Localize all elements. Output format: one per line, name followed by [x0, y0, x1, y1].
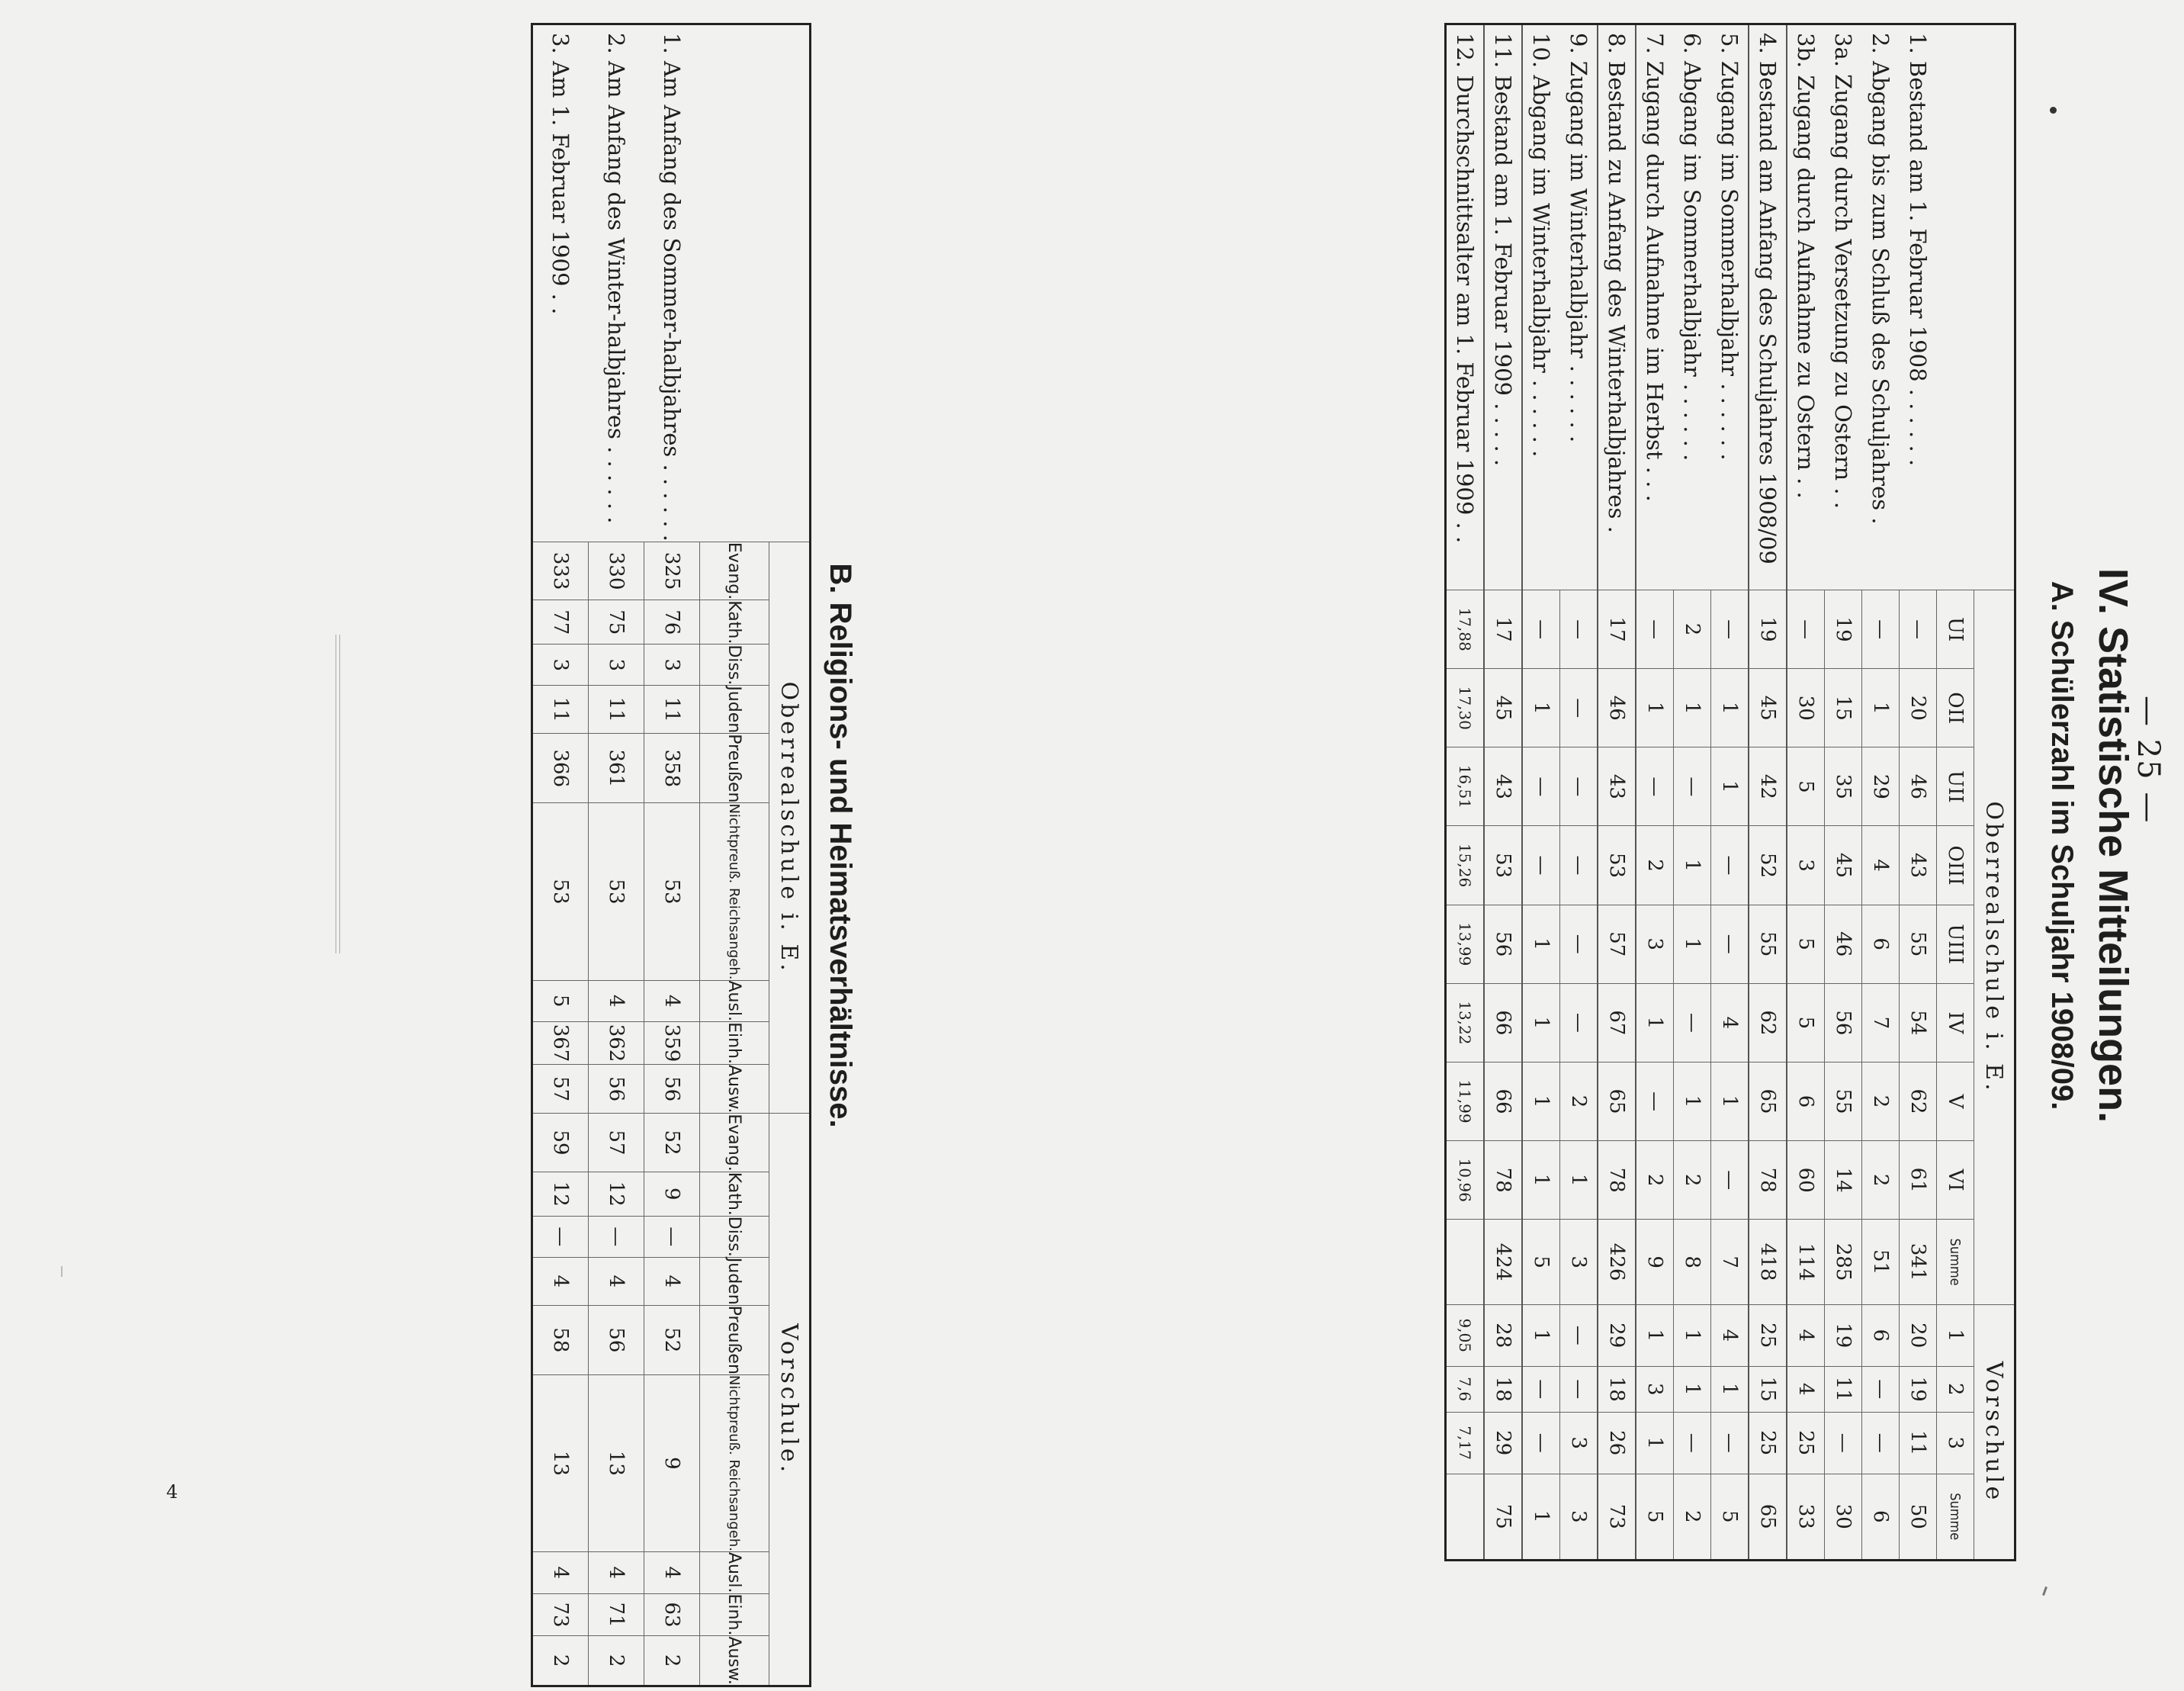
table-cell: 5 — [1711, 1474, 1749, 1561]
table-cell: — — [1560, 983, 1598, 1062]
column-header: VI — [1937, 1141, 1974, 1220]
table-cell: 56 — [589, 1305, 644, 1374]
table-cell: 1 — [1522, 1474, 1560, 1561]
table-cell: — — [644, 1216, 700, 1257]
table-cell: 17,30 — [1446, 669, 1485, 747]
column-header: V — [1937, 1062, 1974, 1140]
table-cell: — — [1862, 590, 1900, 669]
table-cell: 13 — [589, 1374, 644, 1551]
column-header: Kath. — [700, 600, 769, 645]
table-cell: 2 — [1560, 1062, 1598, 1140]
table-cell: 366 — [532, 734, 589, 803]
table-row — [1522, 24, 1560, 1561]
row-label: 3. Am 1. Februar 1909 . . — [532, 24, 589, 542]
table-cell: — — [1711, 905, 1749, 983]
table-cell: 6 — [1862, 905, 1900, 983]
table-religion-heimat — [531, 23, 811, 1687]
table-cell: 4 — [589, 1257, 644, 1305]
table-row — [1900, 24, 1937, 1561]
column-header: Einh. — [700, 1022, 769, 1065]
table-cell: 15 — [1825, 669, 1862, 747]
table-cell: 3 — [1636, 905, 1674, 983]
table-corner — [700, 24, 811, 542]
table-cell: 20 — [1900, 669, 1937, 747]
table-cell: 3 — [1787, 826, 1825, 905]
table-cell: 5 — [1787, 983, 1825, 1062]
table-cell: 55 — [1825, 1062, 1862, 1140]
table-cell: 13,22 — [1446, 983, 1485, 1062]
table-cell: 17 — [1484, 590, 1522, 669]
table-cell: 367 — [532, 1022, 589, 1065]
table-cell: 3 — [644, 645, 700, 686]
table-cell: 1 — [1711, 1062, 1749, 1140]
column-header: Nichtpreuß. Reichsangeh. — [700, 1374, 769, 1551]
table-cell: 61 — [1900, 1141, 1937, 1220]
table-cell: 2 — [1636, 826, 1674, 905]
table-cell: 35 — [1825, 747, 1862, 826]
table-cell: 6 — [1787, 1062, 1825, 1140]
column-header: Kath. — [700, 1172, 769, 1216]
table-corner — [1937, 24, 2015, 590]
table-cell: 19 — [1825, 1304, 1862, 1366]
section-a-title: A. Schülerzahl im Schuljahr 1908/09. — [2045, 580, 2079, 1111]
column-header: Nichtpreuß. Reichsangeh. — [700, 803, 769, 980]
table-cell: — — [1825, 1412, 1862, 1474]
table-cell: 2 — [1674, 590, 1711, 669]
table-cell: 52 — [644, 1305, 700, 1374]
table-cell: 1 — [1522, 1062, 1560, 1140]
table-cell: 3 — [589, 645, 644, 686]
table-cell: 2 — [1636, 1141, 1674, 1220]
table-cell: 53 — [1484, 826, 1522, 905]
table-cell: 11 — [644, 686, 700, 734]
table-row — [1862, 24, 1900, 1561]
table-cell: 18 — [1598, 1366, 1636, 1412]
page-heading: IV. Statistische Mitteilungen. — [2090, 567, 2136, 1124]
table-cell: 5 — [1522, 1220, 1560, 1305]
table-cell: — — [1787, 590, 1825, 669]
table-cell: 42 — [1749, 747, 1787, 826]
table-cell: — — [1560, 590, 1598, 669]
table-cell: 11 — [1825, 1366, 1862, 1412]
column-header: Juden — [700, 686, 769, 734]
table-cell: 45 — [1484, 669, 1522, 747]
table-row — [589, 24, 644, 1686]
table-cell: 62 — [1900, 1062, 1937, 1140]
table-cell: 1 — [1636, 1304, 1674, 1366]
table-cell: — — [1522, 826, 1560, 905]
table-cell: 75 — [1484, 1474, 1522, 1561]
table-cell: 418 — [1749, 1220, 1787, 1305]
table-cell: 1 — [1522, 983, 1560, 1062]
column-header: 1 — [1937, 1304, 1974, 1366]
row-label: 12. Durchschnittsalter am 1. Februar 1909 . . — [1446, 24, 1485, 590]
table-cell: 285 — [1825, 1220, 1862, 1305]
table-row — [1787, 24, 1825, 1561]
table-cell: 45 — [1825, 826, 1862, 905]
table-cell: 13 — [532, 1374, 589, 1551]
table-cell: — — [1711, 1412, 1749, 1474]
table-cell: 2 — [1674, 1141, 1711, 1220]
row-label: 9. Zugang im Winterhalbjahr . . . . . . — [1560, 24, 1598, 590]
table-cell: 46 — [1900, 747, 1937, 826]
table-cell: 7,17 — [1446, 1412, 1485, 1474]
table-cell: — — [1560, 826, 1598, 905]
table-cell: 4 — [532, 1551, 589, 1593]
table-cell: 3 — [1636, 1366, 1674, 1412]
table-cell: 26 — [1598, 1412, 1636, 1474]
table-cell: 78 — [1484, 1141, 1522, 1220]
table-cell: 45 — [1749, 669, 1787, 747]
table-cell: 12 — [589, 1172, 644, 1216]
table-cell: — — [1560, 669, 1598, 747]
row-label: 10. Abgang im Winterhalbjahr . . . . . . — [1522, 24, 1560, 590]
column-header: Preußen — [700, 1305, 769, 1374]
table-cell: — — [1862, 1366, 1900, 1412]
table-cell: 3 — [532, 645, 589, 686]
table-cell: 53 — [532, 803, 589, 980]
table-cell: 59 — [532, 1114, 589, 1172]
table-cell: 56 — [1484, 905, 1522, 983]
table-cell: 7 — [1862, 983, 1900, 1062]
table-cell: 4 — [589, 1551, 644, 1593]
table-row — [1749, 24, 1787, 1561]
table-cell: 1 — [1711, 1366, 1749, 1412]
table-cell: — — [1560, 1304, 1598, 1366]
table-cell: 4 — [589, 980, 644, 1022]
table-cell: 9 — [644, 1374, 700, 1551]
table-cell: 65 — [1749, 1474, 1787, 1561]
table-cell: 2 — [1862, 1141, 1900, 1220]
table-cell: 25 — [1749, 1304, 1787, 1366]
column-header: Ausl. — [700, 1551, 769, 1593]
table-cell: 11,99 — [1446, 1062, 1485, 1140]
table-cell: 5 — [1787, 905, 1825, 983]
table-cell: 13,99 — [1446, 905, 1485, 983]
table-cell: 52 — [644, 1114, 700, 1172]
table-cell: 65 — [1749, 1062, 1787, 1140]
table-cell: 9 — [644, 1172, 700, 1216]
table-cell: — — [1560, 1366, 1598, 1412]
table-cell: — — [589, 1216, 644, 1257]
table-cell: 75 — [589, 600, 644, 645]
table-cell: 30 — [1825, 1474, 1862, 1561]
row-label: 8. Bestand zu Anfang des Winterhalbjahres . — [1598, 24, 1636, 590]
table-cell: 9 — [1636, 1220, 1674, 1305]
column-header: UIII — [1937, 905, 1974, 983]
table-cell: 29 — [1484, 1412, 1522, 1474]
table-cell: 55 — [1749, 905, 1787, 983]
table-row — [1711, 24, 1749, 1561]
row-label: 2. Am Anfang des Winter-halbjahres . . . . . . — [589, 24, 644, 542]
table-cell: 4 — [1787, 1366, 1825, 1412]
table-cell: 2 — [1674, 1474, 1711, 1561]
table-row — [1446, 24, 1485, 1561]
table-cell: 114 — [1787, 1220, 1825, 1305]
table-cell: 77 — [532, 600, 589, 645]
table-cell: 1 — [1560, 1141, 1598, 1220]
table-cell: — — [1711, 826, 1749, 905]
table-cell: 66 — [1484, 983, 1522, 1062]
table-cell: — — [1636, 590, 1674, 669]
table-cell: 5 — [1787, 747, 1825, 826]
column-header: Ausw. — [700, 1064, 769, 1113]
column-header: Juden — [700, 1257, 769, 1305]
column-header: UII — [1937, 747, 1974, 826]
table-cell: 4 — [644, 980, 700, 1022]
table-cell: 53 — [644, 803, 700, 980]
table-cell: 15,26 — [1446, 826, 1485, 905]
row-label: 2. Abgang bis zum Schluß des Schuljahres . — [1862, 24, 1900, 590]
table-cell: 4 — [1787, 1304, 1825, 1366]
table-row — [1825, 24, 1862, 1561]
table-cell: 30 — [1787, 669, 1825, 747]
table-cell: 56 — [589, 1064, 644, 1113]
table-cell: — — [1862, 1412, 1900, 1474]
table-cell: 3 — [1560, 1474, 1598, 1561]
table-cell: 19 — [1900, 1366, 1937, 1412]
table-cell: 2 — [589, 1636, 644, 1686]
table-cell: 359 — [644, 1022, 700, 1065]
table-cell: 361 — [589, 734, 644, 803]
table-cell: 78 — [1598, 1141, 1636, 1220]
table-cell: 1 — [1636, 1412, 1674, 1474]
table-cell: 4 — [1711, 983, 1749, 1062]
group-vorschule: Vorschule — [1974, 1304, 2015, 1560]
table-cell: — — [1522, 1412, 1560, 1474]
table-cell: 4 — [1711, 1304, 1749, 1366]
table-cell: 58 — [532, 1305, 589, 1374]
column-header: 3 — [1937, 1412, 1974, 1474]
table-cell: 57 — [589, 1114, 644, 1172]
table-cell: 43 — [1900, 826, 1937, 905]
table-cell: 1 — [1674, 905, 1711, 983]
row-label: 1. Am Anfang des Sommer-halbjahres . . . . . . — [644, 24, 700, 542]
table-cell: 7 — [1711, 1220, 1749, 1305]
table-cell: 4 — [532, 1257, 589, 1305]
table-cell: 78 — [1749, 1141, 1787, 1220]
table-cell: 17,88 — [1446, 590, 1485, 669]
table-row — [1560, 24, 1598, 1561]
table-cell: 426 — [1598, 1220, 1636, 1305]
column-header: OIII — [1937, 826, 1974, 905]
group-oberrealschule: Oberrealschule i. E. — [1974, 590, 2015, 1305]
table-cell: 5 — [1636, 1474, 1674, 1561]
table-cell: — — [1674, 1412, 1711, 1474]
row-label: 5. Zugang im Sommerhalbjahr . . . . . . — [1711, 24, 1749, 590]
table-row — [1636, 24, 1674, 1561]
table-cell: 1 — [1674, 1062, 1711, 1140]
table-cell: 17 — [1598, 590, 1636, 669]
column-header: IV — [1937, 983, 1974, 1062]
row-label: 4. Bestand am Anfang des Schuljahres 1908/09 — [1749, 24, 1787, 590]
table-cell: 18 — [1484, 1366, 1522, 1412]
table-cell: 53 — [589, 803, 644, 980]
table-cell: 63 — [644, 1593, 700, 1636]
table-cell: 424 — [1484, 1220, 1522, 1305]
table-cell: 3 — [1560, 1220, 1598, 1305]
table-cell: 1 — [1522, 905, 1560, 983]
table-cell: — — [1674, 747, 1711, 826]
table-cell: 51 — [1862, 1220, 1900, 1305]
table-cell: 50 — [1900, 1474, 1937, 1561]
table-cell: 14 — [1825, 1141, 1862, 1220]
column-header: Ausw. — [700, 1636, 769, 1686]
row-label: 1. Bestand am 1. Februar 1908 . . . . . . — [1900, 24, 1937, 590]
column-header: Evang. — [700, 542, 769, 600]
table-cell: 25 — [1749, 1412, 1787, 1474]
table-cell: 1 — [1711, 669, 1749, 747]
column-header: Einh. — [700, 1593, 769, 1636]
table-cell: 43 — [1484, 747, 1522, 826]
table-cell: 325 — [644, 542, 700, 600]
table-cell: — — [532, 1216, 589, 1257]
row-label: 6. Abgang im Sommerhalbjahr . . . . . . — [1674, 24, 1711, 590]
table-cell: 12 — [532, 1172, 589, 1216]
table-cell: 2 — [1862, 1062, 1900, 1140]
table-cell: 330 — [589, 542, 644, 600]
group-vorschule: Vorschule. — [769, 1114, 811, 1686]
table-cell: 56 — [1825, 983, 1862, 1062]
section-b-title: B. Religions- und Heimatsverhältnisse. — [824, 563, 857, 1128]
table-cell: — — [1636, 747, 1674, 826]
table-cell: — — [1900, 590, 1937, 669]
table-cell: 1 — [1636, 669, 1674, 747]
table-cell: — — [1711, 1141, 1749, 1220]
page-number: — 25 — — [2131, 696, 2166, 825]
table-cell: 1 — [1862, 669, 1900, 747]
column-header: Summe — [1937, 1220, 1974, 1305]
table-cell: 1 — [1711, 747, 1749, 826]
table-schuelerzahl — [1444, 23, 2016, 1561]
table-row — [532, 24, 589, 1686]
table-cell: 57 — [1598, 905, 1636, 983]
table-cell: 28 — [1484, 1304, 1522, 1366]
table-cell: 4 — [644, 1551, 700, 1593]
table-cell: 362 — [589, 1022, 644, 1065]
table-cell: 1 — [1674, 669, 1711, 747]
table-cell: 4 — [644, 1257, 700, 1305]
row-label: 3a. Zugang durch Versetzung zu Ostern . . — [1825, 24, 1862, 590]
column-header: OII — [1937, 669, 1974, 747]
table-cell: 11 — [532, 686, 589, 734]
table-cell: 46 — [1825, 905, 1862, 983]
table-cell: — — [1522, 590, 1560, 669]
table-cell: 4 — [1862, 826, 1900, 905]
column-header: Preußen — [700, 734, 769, 803]
table-cell: 6 — [1862, 1304, 1900, 1366]
column-header: Summe — [1937, 1474, 1974, 1561]
table-cell: 11 — [589, 686, 644, 734]
table-cell: 2 — [532, 1636, 589, 1686]
table-cell: — — [1560, 905, 1598, 983]
table-cell: — — [1711, 590, 1749, 669]
table-cell: 1 — [1674, 1304, 1711, 1366]
table-cell: 1 — [1674, 1366, 1711, 1412]
table-cell: 1 — [1636, 983, 1674, 1062]
table-cell: — — [1522, 747, 1560, 826]
table-cell: 10,96 — [1446, 1141, 1485, 1220]
table-cell: 3 — [1560, 1412, 1598, 1474]
row-label: 7. Zugang durch Aufnahme im Herbst . . . — [1636, 24, 1674, 590]
table-cell — [1446, 1220, 1485, 1305]
table-cell: 73 — [532, 1593, 589, 1636]
table-cell: 71 — [589, 1593, 644, 1636]
table-cell: 1 — [1522, 1304, 1560, 1366]
group-oberrealschule: Oberrealschule i. E. — [769, 542, 811, 1113]
table-cell: 54 — [1900, 983, 1937, 1062]
table-cell: 16,51 — [1446, 747, 1485, 826]
column-header: UI — [1937, 590, 1974, 669]
table-row — [1598, 24, 1636, 1561]
table-cell: — — [1674, 983, 1711, 1062]
table-cell: 52 — [1749, 826, 1787, 905]
table-cell: 1 — [1674, 826, 1711, 905]
table-cell: 358 — [644, 734, 700, 803]
column-header: Diss. — [700, 1216, 769, 1257]
table-cell: 333 — [532, 542, 589, 600]
table-cell: 6 — [1862, 1474, 1900, 1561]
column-header: Diss. — [700, 645, 769, 686]
table-cell: 56 — [644, 1064, 700, 1113]
column-header: Ausl. — [700, 980, 769, 1022]
table-cell: 76 — [644, 600, 700, 645]
table-cell: 9,05 — [1446, 1304, 1485, 1366]
table-cell: 1 — [1522, 1141, 1560, 1220]
table-cell: 53 — [1598, 826, 1636, 905]
row-label: 11. Bestand am 1. Februar 1909 . . . . . — [1484, 24, 1522, 590]
table-cell: 29 — [1598, 1304, 1636, 1366]
table-cell: 341 — [1900, 1220, 1937, 1305]
table-cell: 19 — [1825, 590, 1862, 669]
table-cell — [1446, 1474, 1485, 1561]
table-cell: 57 — [532, 1064, 589, 1113]
table-cell: — — [1560, 747, 1598, 826]
table-cell: 7,6 — [1446, 1366, 1485, 1412]
table-cell: 33 — [1787, 1474, 1825, 1561]
table-cell: 29 — [1862, 747, 1900, 826]
table-cell: 15 — [1749, 1366, 1787, 1412]
table-cell: 55 — [1900, 905, 1937, 983]
margin-number: 4 — [166, 1481, 178, 1503]
table-cell: 67 — [1598, 983, 1636, 1062]
table-row — [1484, 24, 1522, 1561]
table-cell: — — [1522, 1366, 1560, 1412]
table-cell: — — [1636, 1062, 1674, 1140]
table-cell: 62 — [1749, 983, 1787, 1062]
table-row — [644, 24, 700, 1686]
table-cell: 5 — [532, 980, 589, 1022]
table-cell: 2 — [644, 1636, 700, 1686]
table-cell: 46 — [1598, 669, 1636, 747]
column-header: Evang. — [700, 1114, 769, 1172]
table-cell: 60 — [1787, 1141, 1825, 1220]
table-cell: 11 — [1900, 1412, 1937, 1474]
table-cell: 65 — [1598, 1062, 1636, 1140]
table-cell: 20 — [1900, 1304, 1937, 1366]
table-cell: 25 — [1787, 1412, 1825, 1474]
table-cell: 66 — [1484, 1062, 1522, 1140]
table-cell: 73 — [1598, 1474, 1636, 1561]
table-cell: 1 — [1522, 669, 1560, 747]
table-cell: 8 — [1674, 1220, 1711, 1305]
table-row — [1674, 24, 1711, 1561]
column-header: 2 — [1937, 1366, 1974, 1412]
table-cell: 43 — [1598, 747, 1636, 826]
row-label: 3b. Zugang durch Aufnahme zu Ostern . . — [1787, 24, 1825, 590]
table-cell: 19 — [1749, 590, 1787, 669]
